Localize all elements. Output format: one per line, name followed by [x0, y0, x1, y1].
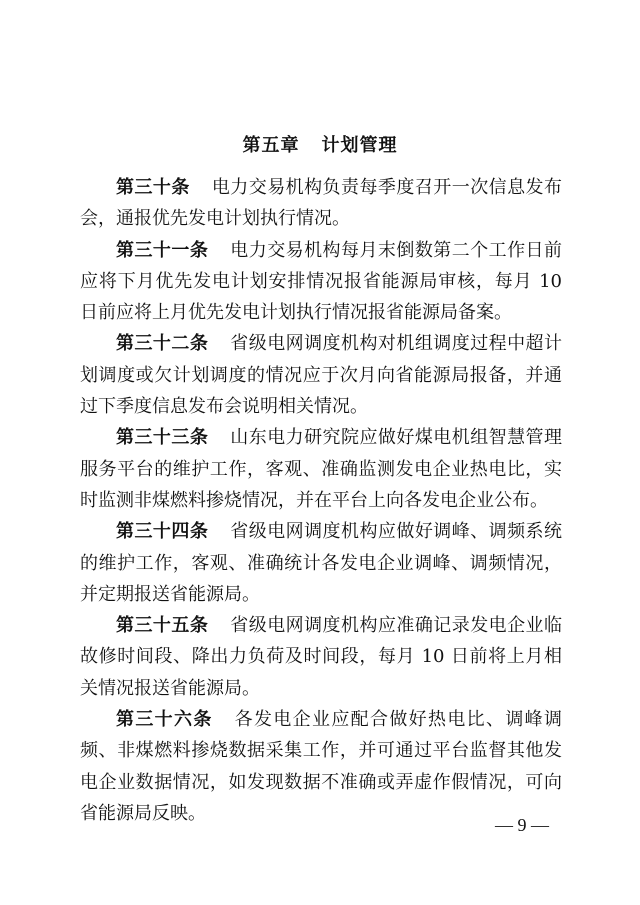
article-label: 第三十一条 — [116, 239, 209, 261]
article-label: 第三十条 — [116, 177, 190, 198]
page-number: — 9 — — [495, 815, 549, 835]
article-text: 省级电网调度机构应做好调峰、调频系统的维护工作，客观、准确统计各发电企业调峰、调频情况，并定期报送省能源局。 — [80, 521, 563, 605]
article-text: 省级电网调度机构应准确记录发电企业临故修时间段、降出力负荷及时间段，每月 10 日前将上月相关情况报送省能源局。 — [80, 615, 563, 699]
article-text: 山东电力研究院应做好煤电机组智慧管理服务平台的维护工作，客观、准确监测发电企业热电比，实时监测非煤燃料掺烧情况，并在平台上向各发电企业公布。 — [80, 427, 563, 511]
article-36 — [80, 704, 562, 829]
article-label: 第三十二条 — [116, 333, 209, 355]
article-label: 第三十六条 — [116, 709, 213, 731]
article-text: 各发电企业应配合做好热电比、调峰调频、非煤燃料掺烧数据采集工作，并可通过平台监督其他发电企业数据情况，如发现数据不准确或弄虚作假情况，可向省能源局反映。 — [80, 709, 563, 824]
article-34 — [80, 516, 562, 610]
document-body — [80, 172, 562, 829]
article-32 — [80, 328, 562, 422]
article-text: 电力交易机构负责每季度召开一次信息发布会，通报优先发电计划执行情况。 — [80, 177, 563, 230]
chapter-name: 计划管理 — [321, 135, 398, 156]
article-text: 电力交易机构每月末倒数第二个工作日前应将下月优先发电计划安排情况报省能源局审核，每月 10 日前应将上月优先发电计划执行情况报省能源局备案。 — [80, 239, 563, 324]
article-label: 第三十五条 — [116, 615, 209, 637]
article-33 — [80, 422, 562, 516]
article-label: 第三十四条 — [116, 521, 209, 543]
article-30 — [80, 172, 562, 235]
chapter-title — [0, 131, 640, 157]
article-text: 省级电网调度机构对机组调度过程中超计划调度或欠计划调度的情况应于次月向省能源局报备，并通过下季度信息发布会说明相关情况。 — [80, 333, 563, 418]
article-label: 第三十三条 — [116, 427, 209, 449]
article-31 — [80, 235, 562, 329]
article-35 — [80, 610, 562, 704]
chapter-number: 第五章 — [242, 135, 300, 156]
